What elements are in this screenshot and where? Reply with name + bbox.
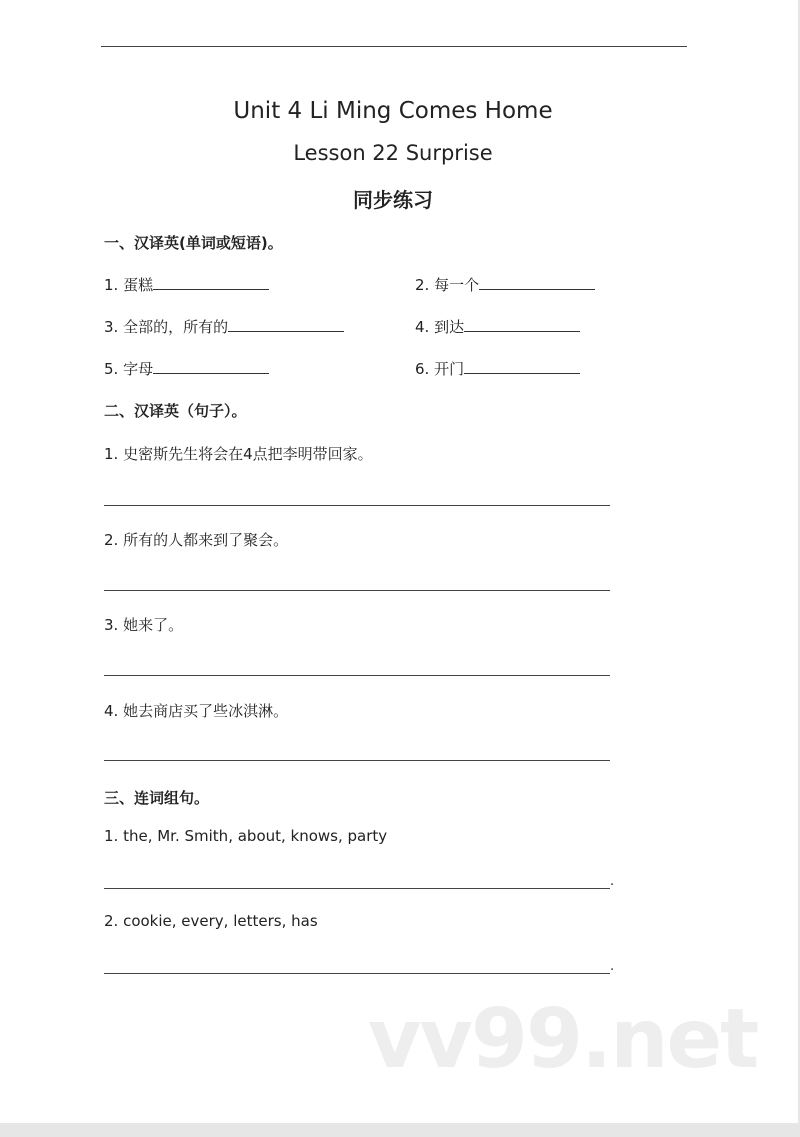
lesson-title: Lesson 22 Surprise <box>293 141 493 165</box>
sentence-prompt: 1. 史密斯先生将会在4点把李明带回家。 <box>104 445 373 463</box>
answer-line[interactable] <box>104 505 610 506</box>
exercise-subtitle: 同步练习 <box>353 188 433 212</box>
vocab-item <box>415 358 580 379</box>
sentence-prompt: 2. 所有的人都来到了聚会。 <box>104 531 289 549</box>
answer-line[interactable] <box>104 675 610 676</box>
period: . <box>610 874 615 889</box>
unit-title: Unit 4 Li Ming Comes Home <box>233 98 553 124</box>
vocab-prompt: 1. 蛋糕 <box>104 276 154 294</box>
watermark: vv99.net <box>368 992 758 1087</box>
vocab-prompt: 4. 到达 <box>415 318 465 336</box>
answer-blank[interactable] <box>228 317 344 332</box>
vocab-prompt: 2. 每一个 <box>415 276 480 294</box>
answer-blank[interactable] <box>464 359 580 374</box>
word-order-prompt: 2. cookie, every, letters, has <box>104 912 318 930</box>
vocab-item <box>415 316 580 337</box>
vocab-prompt: 3. 全部的，所有的 <box>104 318 229 336</box>
answer-blank[interactable] <box>464 317 580 332</box>
answer-blank[interactable] <box>153 275 269 290</box>
vocab-prompt: 5. 字母 <box>104 360 154 378</box>
vocab-prompt: 6. 开门 <box>415 360 465 378</box>
period: . <box>610 959 615 974</box>
section3-heading: 三、连词组句。 <box>104 789 210 807</box>
section1-heading: 一、汉译英(单词或短语)。 <box>104 234 283 252</box>
header-rule <box>101 46 687 47</box>
word-order-prompt: 1. the, Mr. Smith, about, knows, party <box>104 827 388 845</box>
answer-line[interactable] <box>104 760 610 761</box>
vocab-item <box>415 274 595 295</box>
vocab-item <box>104 358 269 379</box>
vocab-item <box>104 274 269 295</box>
section2-heading: 二、汉译英（句子）。 <box>104 402 247 420</box>
answer-blank[interactable] <box>479 275 595 290</box>
vocab-item <box>104 316 344 337</box>
answer-blank[interactable] <box>153 359 269 374</box>
answer-line[interactable] <box>104 590 610 591</box>
sentence-prompt: 4. 她去商店买了些冰淇淋。 <box>104 702 289 720</box>
answer-line[interactable] <box>104 973 610 974</box>
sentence-prompt: 3. 她来了。 <box>104 616 184 634</box>
answer-line[interactable] <box>104 888 610 889</box>
